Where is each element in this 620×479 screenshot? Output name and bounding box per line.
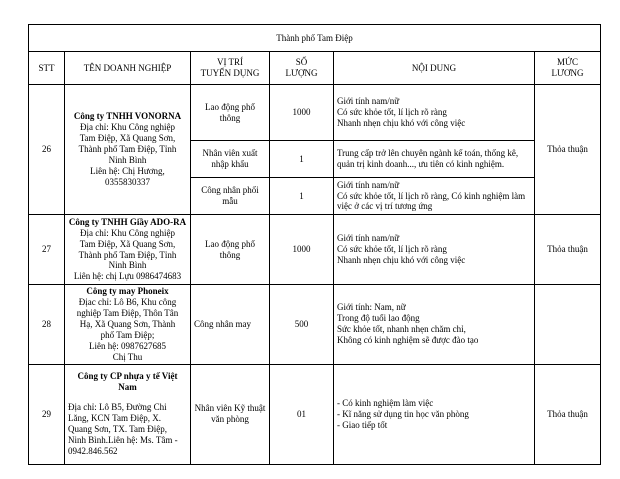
position-cell: Lao động phổ thông: [191, 215, 270, 285]
header-quantity: SỐ LƯỢNG: [270, 52, 334, 85]
header-stt: STT: [29, 52, 65, 85]
content-cell: Giới tính: Nam, nữ Trong độ tuổi lao động Sức khỏe tốt, nhanh nhẹn chăm chỉ, Không có kinh nghiệm sẽ được đào tạo: [334, 285, 535, 365]
salary-cell: Thỏa thuận: [535, 364, 601, 464]
header-company: TÊN DOANH NGHIỆP: [65, 52, 191, 85]
company-name: Công ty TNHH Giầy ADO-RA: [68, 216, 187, 227]
company-name: Công ty CP nhựa y tế Việt Nam: [77, 371, 178, 393]
company-cell: Công ty may Phoneix Địac chỉ: Lô B6, Khu công nghiệp Tam Điệp, Thôn Tân Hạ, Xã Quang Sơn, Thành phố Tam Điệp; Liên hệ: 0987627685 Chị Thu: [65, 285, 191, 365]
quantity-cell: 1000: [270, 85, 334, 141]
position-cell: Nhân viên xuất nhập khẩu: [191, 141, 270, 178]
salary-cell: Thỏa thuận: [535, 85, 601, 215]
quantity-cell: 1: [270, 178, 334, 215]
content-cell: Giới tính nam/nữ Có sức khỏe tốt, lí lịch rõ ràng, Có kinh nghiệm làm việc ở các vị trí tương ứng: [334, 178, 535, 215]
company-cell: Công ty TNHH VONORNA Địa chỉ: Khu Công nghiệp Tam Điệp, Xã Quang Sơn, Thành phố Tam Điệp, Tỉnh Ninh Bình Liên hệ: Chị Hương, 0355830337: [65, 85, 191, 215]
salary-cell: Thỏa thuận: [535, 215, 601, 285]
quantity-cell: 1: [270, 141, 334, 178]
position-cell: Lao động phổ thông: [191, 85, 270, 141]
stt-cell: 28: [29, 285, 65, 365]
job-table: [28, 24, 601, 465]
company-name: Công ty TNHH VONORNA: [73, 111, 182, 122]
content-cell: Giới tính nam/nữ Có sức khỏe tốt, lí lịch rõ ràng Nhanh nhẹn chịu khó với công việc: [334, 85, 535, 141]
stt-cell: 26: [29, 85, 65, 215]
content-cell: Trung cấp trở lên chuyên ngành kế toán, thống kê, quản trị kinh doanh..., ưu tiên có kinh nghiệm.: [334, 141, 535, 178]
company-cell: Công ty TNHH Giầy ADO-RA Địa chỉ: Khu Công nghiệp Tam Điệp, Xã Quang Sơn, Thành phố Tam Điệp, Tỉnh Ninh Bình Liên hệ: chị Lựu 0986474683: [65, 215, 191, 285]
table-row: [29, 285, 601, 365]
stt-cell: 27: [29, 215, 65, 285]
salary-cell: [535, 285, 601, 365]
table-row: [29, 364, 601, 464]
stt-cell: 29: [29, 364, 65, 464]
header-row: [29, 52, 601, 85]
quantity-cell: 500: [270, 285, 334, 365]
position-cell: Công nhân phối mẫu: [191, 178, 270, 215]
position-cell: Nhân viên Kỹ thuật văn phòng: [191, 364, 270, 464]
content-cell: Giới tính nam/nữ Có sức khỏe tốt, lí lịch rõ ràng Nhanh nhẹn chịu khó với công việc: [334, 215, 535, 285]
quantity-cell: 01: [270, 364, 334, 464]
position-cell: Công nhân may: [191, 285, 270, 365]
header-salary: MỨC LƯƠNG: [535, 52, 601, 85]
content-cell: - Có kinh nghiệm làm việc - Kĩ năng sử dụng tin học văn phòng - Giao tiếp tốt: [334, 364, 535, 464]
table-row: [29, 215, 601, 285]
document-page: [28, 24, 600, 465]
table-row: [29, 85, 601, 141]
company-cell: Công ty CP nhựa y tế Việt Nam Địa chỉ: Lô B5, Đường Chi Lăng, KCN Tam Điệp, X. Quang Sơn, TX. Tam Điệp, Ninh Bình.Liên hệ: Ms. Tâm - 0942.846.562: [65, 364, 191, 464]
header-position: VỊ TRÍ TUYỂN DỤNG: [191, 52, 270, 85]
company-name: Công ty may Phoneix: [86, 286, 169, 296]
quantity-cell: 1000: [270, 215, 334, 285]
header-content: NỘI DUNG: [334, 52, 535, 85]
table-title: Thành phố Tam Điệp: [29, 25, 601, 52]
